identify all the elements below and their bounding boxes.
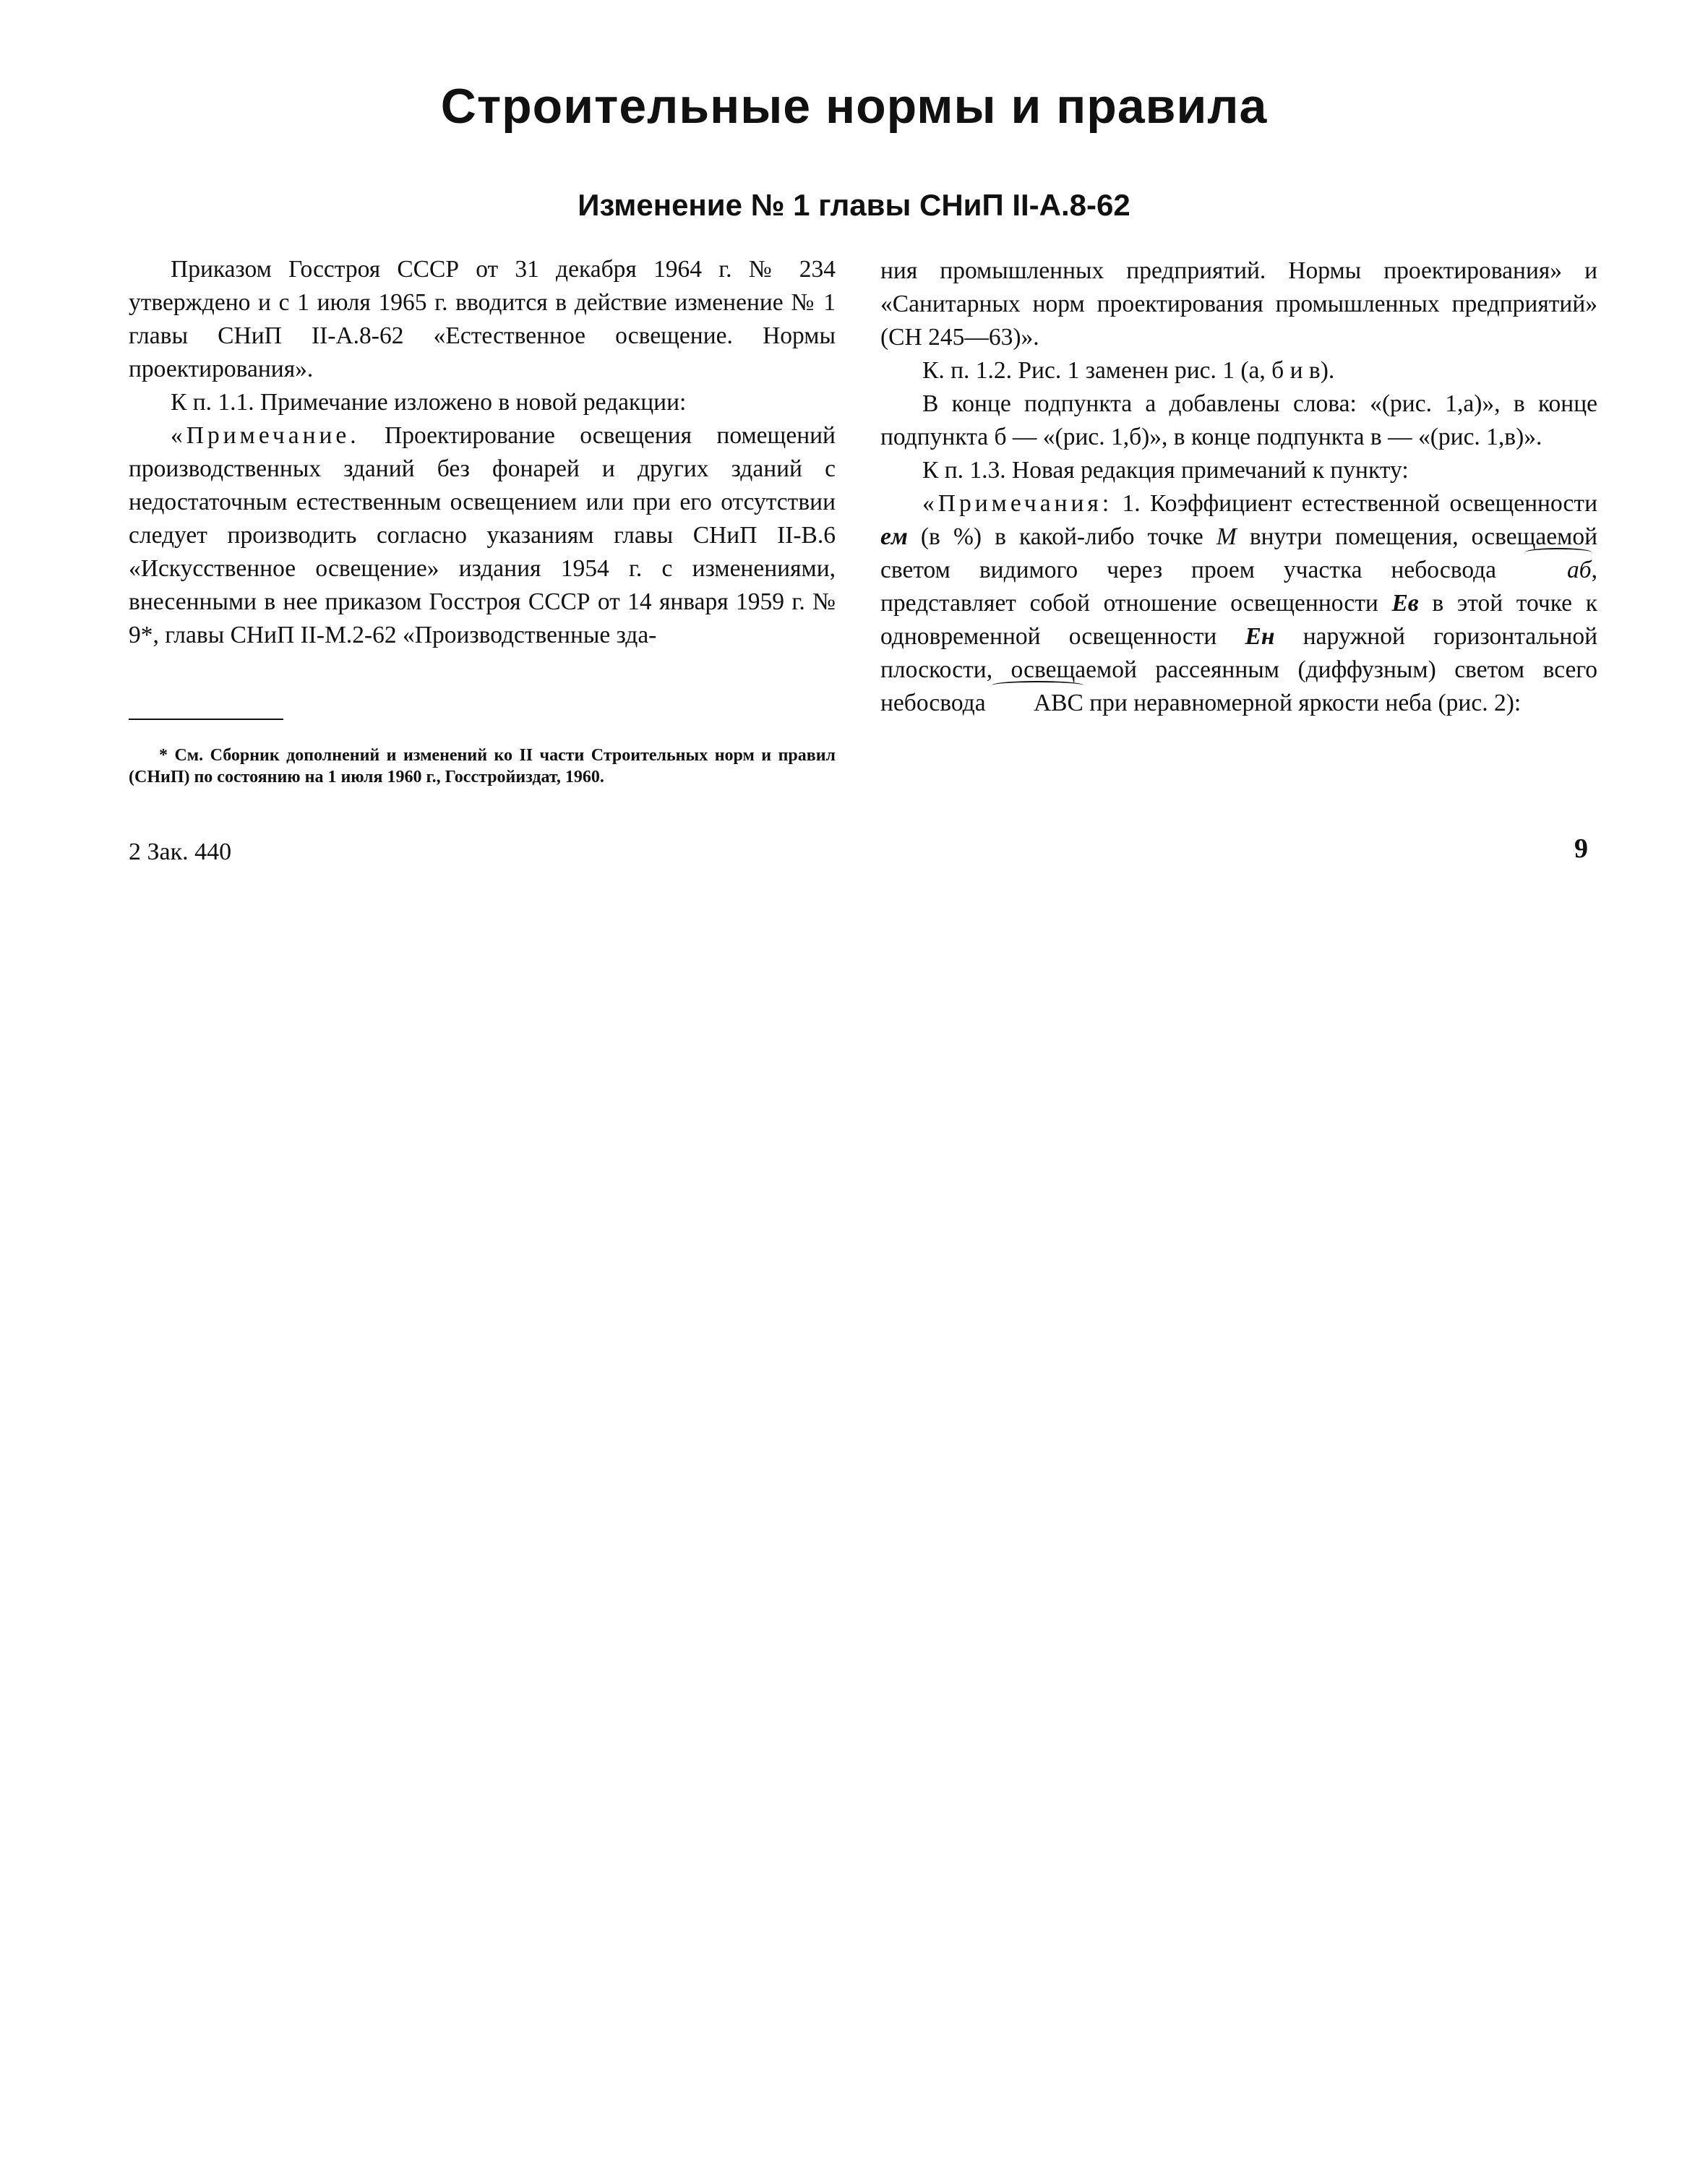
print-signature: 2 Зак. 440 <box>129 839 232 865</box>
page-number: 9 <box>1574 833 1588 864</box>
paragraph-item-1-3 <box>880 454 1597 487</box>
notes-text-g: при неравномерной яркости неба (рис. 2): <box>1083 690 1522 716</box>
item-1-3-text: Новая редакция примечаний к пункту: <box>1005 457 1409 484</box>
item-1-2-text: Рис. 1 заменен рис. 1 (а, б и в). <box>1012 357 1335 384</box>
notes-text-f: наружной горизонтальной плоскости, освещаемой рассеянным (диффузным) светом всего небосвода <box>880 623 1598 716</box>
notes-text-b: (в %) в какой-либо точке <box>907 523 1216 550</box>
notes-text-d: , представляет собой отношение освещенности <box>880 557 1597 617</box>
document-subtitle: Изменение № 1 главы СНиП II-А.8-62 <box>578 188 1130 222</box>
paragraph-item-1-1: К п. 1.1. Примечание изложено в новой редакции: <box>171 389 687 416</box>
footnote <box>129 745 836 788</box>
footnote-divider <box>129 719 283 720</box>
left-column <box>129 253 836 652</box>
notes-text-c: внутри помещения, освещаемой светом видимого через проем участка небосвода <box>880 523 1597 583</box>
paragraph-notes <box>880 487 1597 720</box>
symbol-En: Eн <box>1245 623 1275 650</box>
symbol-M: М <box>1216 523 1237 550</box>
page-title: Строительные нормы и правила <box>440 79 1268 134</box>
item-1-2-lead: К. п. 1.2. <box>922 357 1013 384</box>
symbol-ABC-arc: АВС <box>992 687 1083 720</box>
note-label: «Примечание. <box>171 422 360 449</box>
notes-text-a: 1. Коэффициент естественной освещенности <box>1112 490 1597 517</box>
paragraph-note <box>129 419 836 652</box>
notes-label: «Примечания: <box>922 490 1113 517</box>
right-column <box>880 254 1597 720</box>
paragraph-decree: Приказом Госстроя СССР от 31 декабря 1964 г. № 234 утверждено и с 1 июля 1965 г. вводится в действие изменение № 1 главы СНиП II-А.8-62 «Естественное освещение. Нормы проектирования». <box>129 256 836 382</box>
notes-text-e: в этой точке к одновременной освещенности <box>880 590 1597 650</box>
paragraph-item-1-2 <box>880 354 1597 387</box>
footnote-text: * См. Сборник дополнений и изменений ко II части Строительных норм и правил (СНиП) по состоянию на 1 июля 1960 г., Госстройиздат, 1960. <box>129 746 836 786</box>
symbol-em: eм <box>880 523 908 550</box>
symbol-Ev: Eв <box>1391 590 1419 617</box>
paragraph-subitems: В конце подпункта а добавлены слова: «(рис. 1,а)», в конце подпункта б — «(рис. 1,б)», в конце подпункта в — «(рис. 1,в)». <box>880 390 1597 450</box>
note-text: Проектирование освещения помещений производственных зданий без фонарей и других зданий с недостаточным естественным освещением или при его отсутствии следует производить согласно указаниям главы СНиП II-В.6 «Искусственное освещение» издания 1954 г. с изменениями, внесенными в нее приказом Госстроя СССР от 14 января 1959 г. № 9*, главы СНиП II-М.2-62 «Производственные зда- <box>129 422 836 648</box>
paragraph-continuation: ния промышленных предприятий. Нормы проектирования» и «Санитарных норм проектирования промышленных предприятий» (СН 245—63)». <box>880 257 1597 351</box>
symbol-ab-arc: аб <box>1525 554 1592 587</box>
item-1-3-lead: К п. 1.3. <box>922 457 1006 484</box>
